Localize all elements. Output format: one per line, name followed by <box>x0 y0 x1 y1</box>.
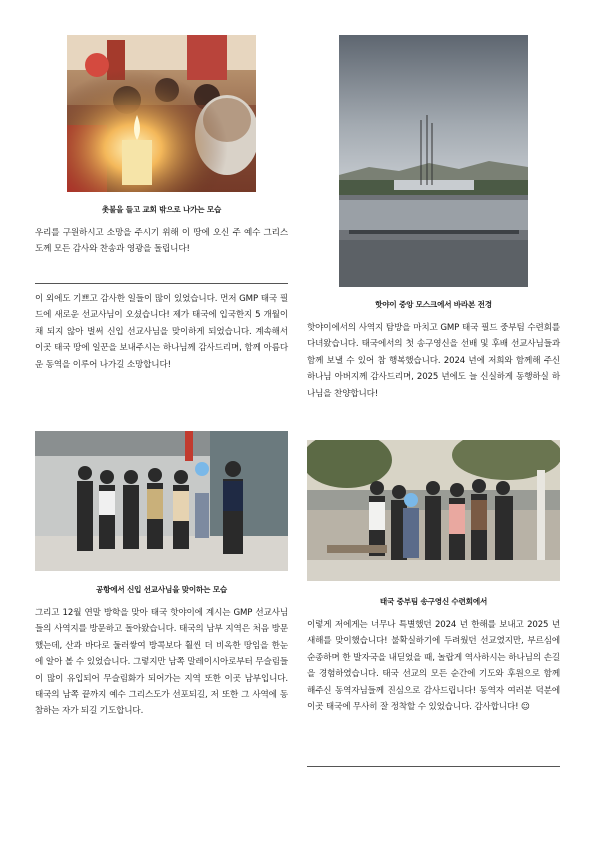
candlelight-procession-photo <box>67 35 256 192</box>
paragraph-new-missionary: 이 외에도 기쁘고 감사한 일들이 많이 있었습니다. 먼저 GMP 태국 필드에 새로운 선교사님이 오셨습니다! 제가 태국에 입국한지 5 개월이 채 되지 않아 벌써 신입 선교사님을 맞이하게 되었습니다. 계속해서 이곳 태국 땅에 일꾼을 보내주시는 하나님께 감사드리며, 함께 아름다운 동역을 이루어 나가길 소망합니다! <box>35 294 288 370</box>
airport-group-photo <box>35 431 288 571</box>
divider-right-bottom <box>307 766 560 767</box>
paragraph-hatyai-visit: 그리고 12월 연말 방학을 맞아 태국 핫야이에 계시는 GMP 선교사님들의 사역지를 방문하고 돌아왔습니다. 태국의 남부 지역은 처음 방문했는데, 산과 바다로 둘러쌓여 방콕보다 훨씬 더 비옥한 땅임을 한눈에 알아 볼 수 있었습니다. 그렇지만 남쪽 말레이시아로부터 무슬림들이 많이 유입되어 무슬림화가 되어가는 지역 또한 이곳 남부입니다. 태국의 남쪽 끝까지 예수 그리스도가 선포되길, 저 또한 그 사역에 동참하는 자가 되길 기도합니다. <box>35 608 288 717</box>
caption-airport: 공항에서 신입 선교사님을 맞이하는 모습 <box>95 585 228 594</box>
paragraph-retreat: 핫야이에서의 사역지 탐방을 마치고 GMP 태국 필드 중부팀 수련회를 다녀왔습니다. 태국에서의 첫 송구영신을 선배 및 후배 선교사님들과 함께 보낼 수 있어 참 행복했습니다. 2024 년에 저희와 함께해 주신 하나님 아버지께 감사드리며, 2025 년에도 늘 신실하게 동행하실 하나님을 찬양합니다! <box>307 323 560 399</box>
caption-candlelight: 촛불을 들고 교회 밖으로 나가는 모습 <box>101 205 222 214</box>
caption-mosque: 핫야이 중앙 모스크에서 바라본 전경 <box>375 300 492 309</box>
divider-left-top <box>35 283 288 284</box>
paragraph-praise: 우리를 구원하시고 소망을 주시기 위해 이 땅에 오신 주 예수 그리스도께 모든 감사와 찬송과 영광을 돌립니다! <box>35 228 288 255</box>
mosque-view-photo <box>339 35 528 287</box>
caption-retreat: 태국 중부팀 송구영신 수련회에서 <box>379 597 488 606</box>
paragraph-thanks: 이렇게 저에게는 너무나 특별했던 2024 년 한해를 보내고 2025 년 새해를 맞이했습니다! 불확실하기에 두려웠던 선교였지만, 부르심에 순종하며 한 발자국을 내딛었을 때, 놀랍게 역사하시는 하나님의 손길을 경험하였습니다. 태국 선교의 모든 순간에 기도와 후원으로 함께 해주신 동역자님들께 진심으로 감사드립니다! 동역자 여러분 덕분에 이곳 태국에 무사히 잘 정착할 수 있었습니다. 감사합니다! ☺ <box>307 620 560 713</box>
retreat-group-photo <box>307 440 560 581</box>
